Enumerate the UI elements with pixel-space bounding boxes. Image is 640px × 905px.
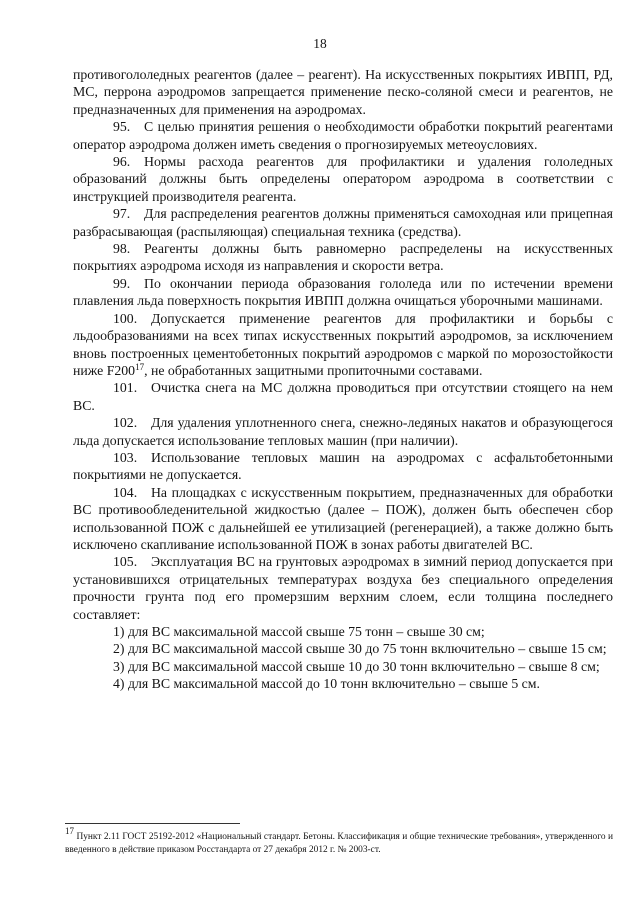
- paragraph-number: 97.: [113, 206, 131, 222]
- page-number: 18: [313, 36, 327, 51]
- footnote: [65, 826, 613, 857]
- paragraph-continuation: противогололедных реагентов (далее – реагент). На искусственных покрытиях ИВПП, РД, МС, перрона аэродромов запрещается применение песко-соляной смеси и реагентов, не предназначенных для применения на аэродромах.: [73, 67, 613, 117]
- paragraph-97: 97. Для распределения реагентов должны применяться самоходная или прицепная разбрасывающая (распыляющая) специальная техника (средства).: [73, 206, 613, 239]
- paragraph-number: 96.: [113, 154, 131, 170]
- paragraph-number: 105.: [113, 554, 138, 570]
- paragraph-number: 99.: [113, 275, 131, 291]
- paragraph-103: 103. Использование тепловых машин на аэродромах с асфальтобетонными покрытиями не допускается.: [73, 449, 613, 483]
- paragraph-number: 101.: [113, 380, 138, 396]
- footnote-divider: [65, 823, 240, 824]
- paragraph-number: 102.: [113, 415, 138, 431]
- paragraph-number: 100.: [113, 310, 138, 326]
- paragraph-104: 104. На площадках с искусственным покрытием, предназначенных для обработки ВС противообледенительной жидкостью (далее – ПОЖ), должен быть обеспечен сбор использованной ПОЖ с дальнейшей ее утилизацией (регенерацией), а также должно быть исключено скапливание использованной ПОЖ в зонах работы двигателей ВС.: [73, 484, 613, 552]
- paragraph-105: 105. Эксплуатация ВС на грунтовых аэродромах в зимний период допускается при установившихся отрицательных температурах воздуха без специального определения прочности грунта под его промерзшим верхним слоем, если толщина последнего составляет:: [73, 554, 613, 622]
- document-body: [73, 66, 613, 693]
- list-item: 3) для ВС максимальной массой свыше 10 до 30 тонн включительно – свыше 8 см;: [113, 658, 600, 674]
- paragraph-102: 102. Для удаления уплотненного снега, снежно-ледяных накатов и образующегося льда допускается использование тепловых машин (при наличии).: [73, 415, 613, 448]
- paragraph-number: 104.: [113, 484, 138, 500]
- paragraph-99: 99. По окончании периода образования гололеда или по истечении времени плавления льда поверхность покрытия ИВПП должна очищаться уборочными машинами.: [73, 275, 613, 309]
- footnote-text: Пункт 2.11 ГОСТ 25192-2012 «Национальный стандарт. Бетоны. Классификация и общие технические требования», утвержденного и введенного в действие приказом Росстандарта от 27 декабря 2012 г. № 2003-ст.: [65, 832, 613, 855]
- paragraph-96: 96. Нормы расхода реагентов для профилактики и удаления гололедных образований должны быть определены оператором аэродрома в соответствии с инструкцией производителя реагента.: [73, 154, 613, 204]
- list-item: 4) для ВС максимальной массой до 10 тонн включительно – свыше 5 см.: [113, 676, 540, 692]
- paragraph-number: 95.: [113, 119, 131, 135]
- paragraph-100: 100. Допускается применение реагентов для профилактики и борьбы с льдообразованиями на всех типах искусственных покрытий аэродромов, за исключением вновь построенных цементобетонных покрытий аэродромов с маркой по морозостойкости ниже $F200^{17}$, не обработанных защитными пропиточными составами.: [73, 310, 613, 378]
- list-item: 2) для ВС максимальной массой свыше 30 до 75 тонн включительно – свыше 15 см;: [113, 641, 607, 657]
- paragraph-number: 98.: [113, 241, 131, 257]
- paragraph-number: 103.: [113, 449, 138, 465]
- paragraph-98: 98. Реагенты должны быть равномерно распределены на искусственных покрытиях аэродрома исходя из направления и скорости ветра.: [73, 241, 613, 274]
- paragraph-101: 101. Очистка снега на МС должна проводиться при отсутствии стоящего на нем ВС.: [73, 380, 613, 413]
- footnote-reference[interactable]: 17: [135, 361, 145, 372]
- paragraph-95: 95. С целью принятия решения о необходимости обработки покрытий реагентами оператор аэродрома должен иметь сведения о прогнозируемых метеоусловиях.: [73, 119, 613, 152]
- footnote-mark: 17: [65, 826, 74, 836]
- list-item: 1) для ВС максимальной массой свыше 75 тонн – свыше 30 см;: [113, 624, 485, 639]
